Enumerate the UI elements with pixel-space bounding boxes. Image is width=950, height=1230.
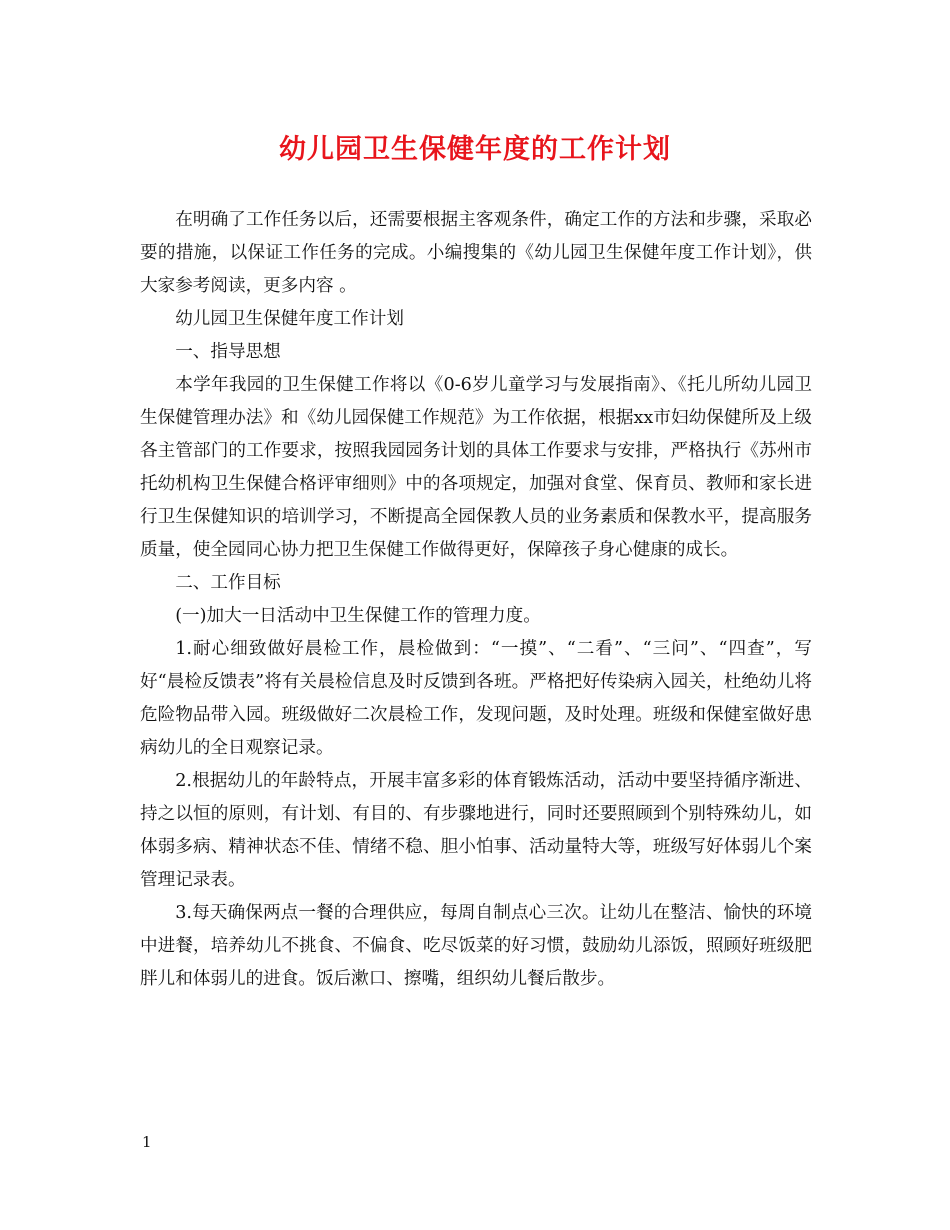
item-paragraph-1: 1.耐心细致做好晨检工作，晨检做到：“一摸”、“二看”、“三问”、“四查”，写好“晨检反馈表”将有关晨检信息及时反馈到各班。严格把好传染病入园关，杜绝幼儿将危险物品带入园。班级做好二次晨检工作，发现问题，及时处理。班级和保健室做好患病幼儿的全日观察记录。 — [140, 639, 812, 758]
section-heading-guiding-ideas: 一、指导思想 — [175, 342, 281, 362]
intro-paragraph: 在明确了工作任务以后，还需要根据主客观条件，确定工作的方法和步骤，采取必要的措施，以保证工作任务的完成。小编搜集的《幼儿园卫生保健年度工作计划》，供大家参考阅读，更多内容 。 — [140, 210, 812, 296]
item-paragraph-3: 3.每天确保两点一餐的合理供应，每周自制点心三次。让幼儿在整洁、愉快的环境中进餐，培养幼儿不挑食、不偏食、吃尽饭菜的好习惯，鼓励幼儿添饭，照顾好班级肥胖儿和体弱儿的进食。饭后漱口、擦嘴，组织幼儿餐后散步。 — [140, 903, 812, 989]
section-heading-work-goals: 二、工作目标 — [175, 573, 281, 593]
subsection-heading: (一)加大一日活动中卫生保健工作的管理力度。 — [175, 606, 541, 626]
page-number: 1 — [142, 1133, 152, 1151]
document-title: 幼儿园卫生保健年度的工作计划 — [279, 134, 671, 165]
plan-heading: 幼儿园卫生保健年度工作计划 — [175, 309, 404, 329]
guiding-ideas-paragraph: 本学年我园的卫生保健工作将以《0-6岁儿童学习与发展指南》、《托儿所幼儿园卫生保健管理办法》和《幼儿园保健工作规范》为工作依据，根据xx市妇幼保健所及上级各主管部门的工作要求，按照我园园务计划的具体工作要求与安排，严格执行《苏州市托幼机构卫生保健合格评审细则》中的各项规定，加强对食堂、保育员、教师和家长进行卫生保健知识的培训学习，不断提高全园保教人员的业务素质和保教水平，提高服务质量，使全园同心协力把卫生保健工作做得更好，保障孩子身心健康的成长。 — [140, 375, 812, 560]
document-body — [140, 204, 812, 996]
item-paragraph-2: 2.根据幼儿的年龄特点，开展丰富多彩的体育锻炼活动，活动中要坚持循序渐进、持之以恒的原则，有计划、有目的、有步骤地进行，同时还要照顾到个别特殊幼儿，如体弱多病、精神状态不佳、情绪不稳、胆小怕事、活动量特大等，班级写好体弱儿个案管理记录表。 — [140, 771, 812, 890]
